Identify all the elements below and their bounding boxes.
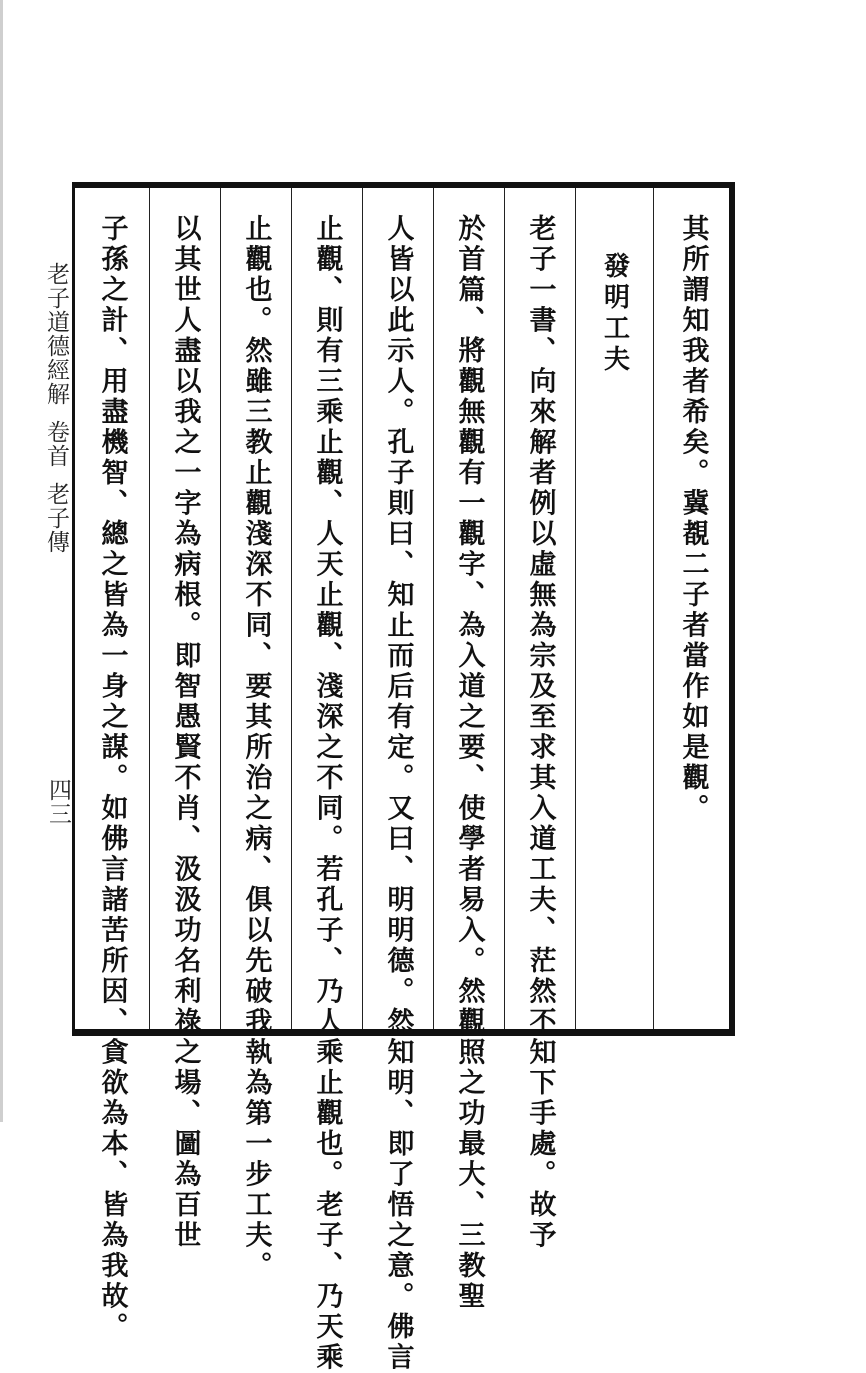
column-text: 老子一書、向來解者例以虛無為宗及至求其入道工夫、茫然不知下手處。故予 (524, 214, 556, 1251)
column-text: 以其世人盡以我之一字為病根。即智愚賢不肖、汲汲功名利祿之場、圖為百世 (169, 214, 201, 1251)
text-column-4 (433, 188, 504, 1312)
text-column-3 (504, 188, 575, 1251)
book-title: 老子道德經解 (43, 262, 69, 406)
column-text: 人皆以此示人。孔子則曰、知止而后有定。又曰、明明德。然知明、即了悟之意。佛言 (382, 214, 414, 1373)
text-column-6 (291, 188, 362, 1373)
text-column-8 (149, 188, 220, 1251)
margin-header (40, 262, 73, 554)
text-column-9 (75, 188, 149, 1343)
section-heading: 發明工夫 (599, 252, 630, 376)
column-text: 止觀、則有三乘止觀、人天止觀、淺深之不同。若孔子、乃人乘止觀也。老子、乃天乘 (311, 214, 343, 1373)
text-column-5 (362, 188, 433, 1373)
text-column-7 (220, 188, 291, 1282)
page-edge-shadow (0, 0, 3, 1122)
column-text: 子孫之計、用盡機智、總之皆為一身之謀。如佛言諸苦所因、貪欲為本、皆為我故。 (96, 214, 128, 1343)
text-column-1 (653, 188, 732, 1029)
page-number: 四三 (45, 778, 71, 826)
chapter-label: 老子傳 (43, 482, 69, 554)
section-heading-column (575, 188, 653, 1029)
column-text: 其所謂知我者希矣。冀覩二子者當作如是觀。 (677, 214, 709, 824)
volume-label: 卷首 (43, 420, 69, 468)
column-text: 於首篇、將觀無觀有一觀字、為入道之要、使學者易入。然觀照之功最大、三教聖 (453, 214, 485, 1312)
column-text: 止觀也。然雖三教止觀淺深不同、要其所治之病、俱以先破我執為第一步工夫。 (240, 214, 272, 1282)
text-frame (72, 182, 735, 1373)
